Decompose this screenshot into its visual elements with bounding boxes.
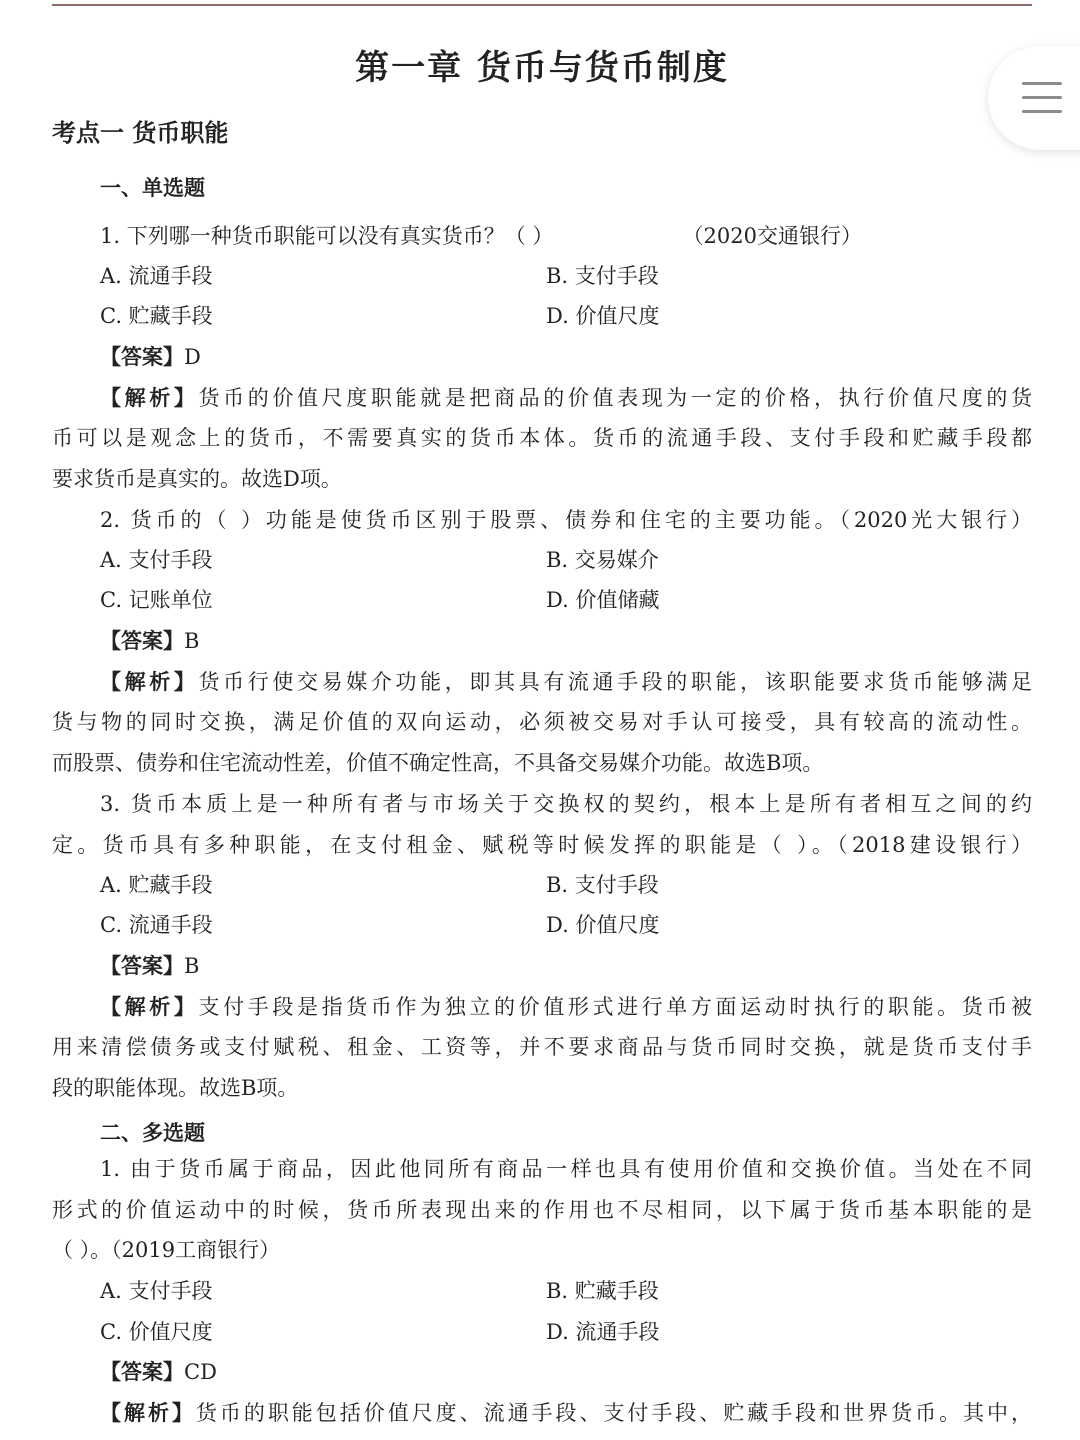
analysis-line: 货与物的同时交换，满足价值的双向运动，必须被交易对手认可接受，具有较高的流动性。: [52, 710, 1032, 734]
option-a: A. 贮藏手段: [100, 873, 213, 897]
option-d: D. 流通手段: [546, 1320, 660, 1344]
answer-value: CD: [184, 1360, 217, 1384]
answer-label: 【答案】: [100, 1359, 184, 1384]
option-a: A. 支付手段: [100, 1279, 213, 1303]
analysis-line: 段的职能体现。故选B项。: [52, 1076, 299, 1100]
answer: [100, 621, 199, 661]
analysis-label: 【解析】: [100, 669, 199, 694]
question-stem: 1. 由于货币属于商品，因此他同所有商品一样也具有使用价值和交换价值。当处在不同: [100, 1157, 1032, 1181]
analysis-line: 要求货币是真实的。故选D项。: [52, 467, 342, 491]
answer: [100, 1352, 217, 1392]
answer-value: D: [184, 345, 201, 369]
analysis-line: 【解析】支付手段是指货币作为独立的价值形式进行单方面运动时执行的职能。货币被: [100, 994, 1033, 1019]
option-d: D. 价值储藏: [546, 588, 660, 612]
section-title: 考点一 货币职能: [52, 118, 229, 147]
analysis-line: 【解析】货币的职能包括价值尺度、流通手段、支付手段、贮藏手段和世界货币。其中，: [100, 1400, 1033, 1425]
option-b: B. 贮藏手段: [546, 1279, 659, 1303]
analysis-line: 而股票、债券和住宅流动性差，价值不确定性高，不具备交易媒介功能。故选B项。: [52, 751, 824, 775]
question-stem: （ ）。（2019工商银行）: [52, 1238, 281, 1262]
analysis-label: 【解析】: [100, 1400, 196, 1425]
option-a: A. 支付手段: [100, 548, 213, 572]
answer-value: B: [184, 629, 200, 653]
answer-label: 【答案】: [100, 953, 184, 978]
question-source: （2020交通银行）: [682, 224, 862, 248]
option-c: C. 价值尺度: [100, 1320, 213, 1344]
top-rule: [52, 4, 1032, 6]
option-b: B. 支付手段: [546, 264, 659, 288]
analysis-line: 【解析】货币的价值尺度职能就是把商品的价值表现为一定的价格，执行价值尺度的货: [100, 385, 1033, 410]
option-a: A. 流通手段: [100, 264, 213, 288]
option-b: B. 支付手段: [546, 873, 659, 897]
analysis-label: 【解析】: [100, 385, 199, 410]
analysis-line: 用来清偿债务或支付赋税、租金、工资等，并不要求商品与货币同时交换，就是货币支付手: [52, 1035, 1032, 1059]
option-c: C. 贮藏手段: [100, 304, 213, 328]
question-stem: [100, 216, 1032, 256]
question-stem: 定。货币具有多种职能，在支付租金、赋税等时候发挥的职能是（ ）。（2018建设银行）: [52, 833, 1032, 857]
analysis-line: 币可以是观念上的货币，不需要真实的货币本体。货币的流通手段、支付手段和贮藏手段都: [52, 426, 1032, 450]
option-b: B. 交易媒介: [546, 548, 659, 572]
question-text: 1. 下列哪一种货币职能可以没有真实货币？（ ）: [100, 224, 554, 248]
option-d: D. 价值尺度: [546, 913, 660, 937]
answer: [100, 946, 199, 986]
chapter-title: 第一章 货币与货币制度: [355, 48, 729, 88]
answer-label: 【答案】: [100, 628, 184, 653]
single-choice-heading: 一、单选题: [100, 175, 205, 200]
option-c: C. 记账单位: [100, 588, 213, 612]
answer-value: B: [184, 954, 200, 978]
analysis-label: 【解析】: [100, 994, 199, 1019]
question-stem: 2. 货币的（ ）功能是使货币区别于股票、债券和住宅的主要功能。（2020光大银行）: [100, 508, 1032, 532]
answer: [100, 337, 201, 377]
answer-label: 【答案】: [100, 344, 184, 369]
question-stem: 3. 货币本质上是一种所有者与市场关于交换权的契约，根本上是所有者相互之间的约: [100, 792, 1032, 816]
question-stem: 形式的价值运动中的时候，货币所表现出来的作用也不尽相同，以下属于货币基本职能的是: [52, 1198, 1032, 1222]
multi-choice-heading: 二、多选题: [100, 1120, 205, 1145]
option-c: C. 流通手段: [100, 913, 213, 937]
option-d: D. 价值尺度: [546, 304, 660, 328]
analysis-line: 【解析】货币行使交易媒介功能，即其具有流通手段的职能，该职能要求货币能够满足: [100, 669, 1033, 694]
